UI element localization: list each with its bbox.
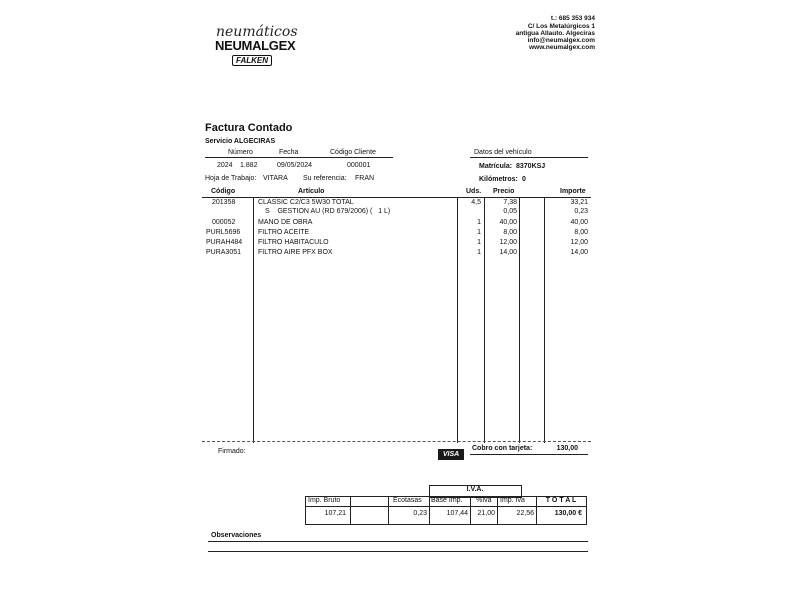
table-bottom-line	[202, 441, 591, 442]
imp-iva-value: 22,56	[516, 510, 534, 517]
imp-bruto-label: Imp. Bruto	[308, 497, 341, 504]
row-article: FILTRO ACEITE	[258, 229, 310, 236]
observations-line-1	[208, 541, 588, 542]
row-price: 7,38	[503, 199, 517, 206]
invoice-date: 09/05/2024	[277, 162, 313, 169]
company-web: www.neumalgex.com	[529, 44, 595, 51]
client-code: 000001	[347, 162, 371, 169]
card-payment-amount: 130,00	[556, 445, 578, 452]
row-price: 14,00	[499, 249, 517, 256]
row-units: 1	[477, 239, 481, 246]
row-article: CLASSIC C2/C3 5W30 TOTAL	[258, 199, 354, 206]
card-payment-label: Cobro con tarjeta:	[472, 445, 533, 452]
row-units: 1	[477, 249, 481, 256]
col-header-units: Uds.	[466, 188, 482, 195]
reference-label: Su referencia:	[303, 175, 347, 182]
row-amount: 12,00	[570, 239, 588, 246]
row-code: 000052	[212, 219, 236, 226]
row-amount: 14,00	[570, 249, 588, 256]
plate-label: Matrícula:	[479, 163, 513, 170]
pct-iva-value: 21,00	[477, 510, 495, 517]
date-label: Fecha	[279, 149, 299, 156]
worksheet-value: VITARA	[263, 175, 288, 182]
imp-iva-label: Imp. Iva	[500, 497, 525, 504]
base-imp-value: 107,44	[446, 510, 468, 517]
company-address-2: antigua Allauto. Algeciras	[515, 30, 595, 37]
km-label: Kilómetros:	[479, 176, 518, 183]
total-value: 130,00 €	[554, 510, 582, 517]
totals-divider-1	[350, 496, 351, 524]
row-price: 40,00	[499, 219, 517, 226]
col-divider-4	[519, 197, 520, 443]
row-amount: 0,23	[574, 208, 588, 215]
pct-iva-label: %Iva	[476, 497, 492, 504]
signed-label: Firmado:	[218, 448, 246, 455]
falken-badge: FALKEN	[232, 55, 272, 66]
invoice-title: Factura Contado	[205, 122, 293, 134]
vehicle-label: Datos del vehículo	[474, 149, 532, 156]
row-article: S GESTION AU (RD 679/2006) ( 1 L)	[265, 208, 391, 215]
observations-line-2	[208, 551, 588, 552]
col-header-article: Artículo	[298, 188, 325, 195]
number-label: Número	[228, 149, 253, 156]
km-value: 0	[522, 176, 526, 183]
row-amount: 40,00	[570, 219, 588, 226]
row-price: 8,00	[503, 229, 517, 236]
col-header-amount: Importe	[560, 188, 586, 195]
row-code: PURA3051	[206, 249, 242, 256]
company-address-1: C/ Los Metalúrgicos 1	[527, 23, 595, 30]
header-underline	[205, 157, 393, 158]
imp-bruto-value: 107,21	[324, 510, 346, 517]
row-article: MANO DE OBRA	[258, 219, 313, 226]
row-amount: 33,21	[570, 199, 588, 206]
col-divider-1	[253, 197, 254, 443]
logo-main-text: NEUMALGEX	[215, 38, 296, 53]
ecotasas-label: Ecotasas	[393, 497, 422, 504]
row-units: 4,5	[471, 199, 481, 206]
row-code: 201358	[212, 199, 236, 206]
ecotasas-value: 0,23	[413, 510, 427, 517]
totals-mid-line	[305, 506, 586, 507]
reference-value: FRAN	[355, 175, 375, 182]
logo-script-text: neumáticos	[216, 24, 298, 40]
total-label: T O T A L	[545, 497, 577, 504]
row-article: FILTRO AIRE PFX BOX	[258, 249, 333, 256]
invoice-number: 1.882	[240, 162, 258, 169]
col-header-code: Código	[211, 188, 236, 195]
row-code: PURAH484	[206, 239, 243, 246]
col-header-price: Precio	[493, 188, 515, 195]
card-payment-underline	[470, 454, 588, 455]
row-units: 1	[477, 229, 481, 236]
row-code: PURL5696	[206, 229, 241, 236]
client-code-label: Código Cliente	[330, 149, 376, 156]
plate-value: 8370KSJ	[516, 163, 546, 170]
row-price: 0,05	[503, 208, 517, 215]
company-phone: t.: 685 353 934	[550, 15, 595, 22]
row-amount: 8,00	[574, 229, 588, 236]
company-email: info@neumalgex.com	[527, 37, 595, 44]
invoice-year: 2024	[217, 162, 233, 169]
company-logo	[208, 22, 308, 70]
service-label: Servicio ALGECIRAS	[205, 138, 276, 145]
vehicle-underline	[470, 157, 588, 158]
worksheet-label: Hoja de Trabajo:	[205, 175, 257, 182]
row-units: 1	[477, 219, 481, 226]
iva-header: I.V.A.	[466, 486, 484, 493]
table-header-line	[202, 197, 591, 198]
row-price: 12,00	[499, 239, 517, 246]
observations-label: Observaciones	[211, 532, 262, 539]
base-imp-label: Base Imp.	[431, 497, 463, 504]
row-article: FILTRO HABITACULO	[258, 239, 329, 246]
visa-card-icon: VISA	[438, 449, 464, 460]
